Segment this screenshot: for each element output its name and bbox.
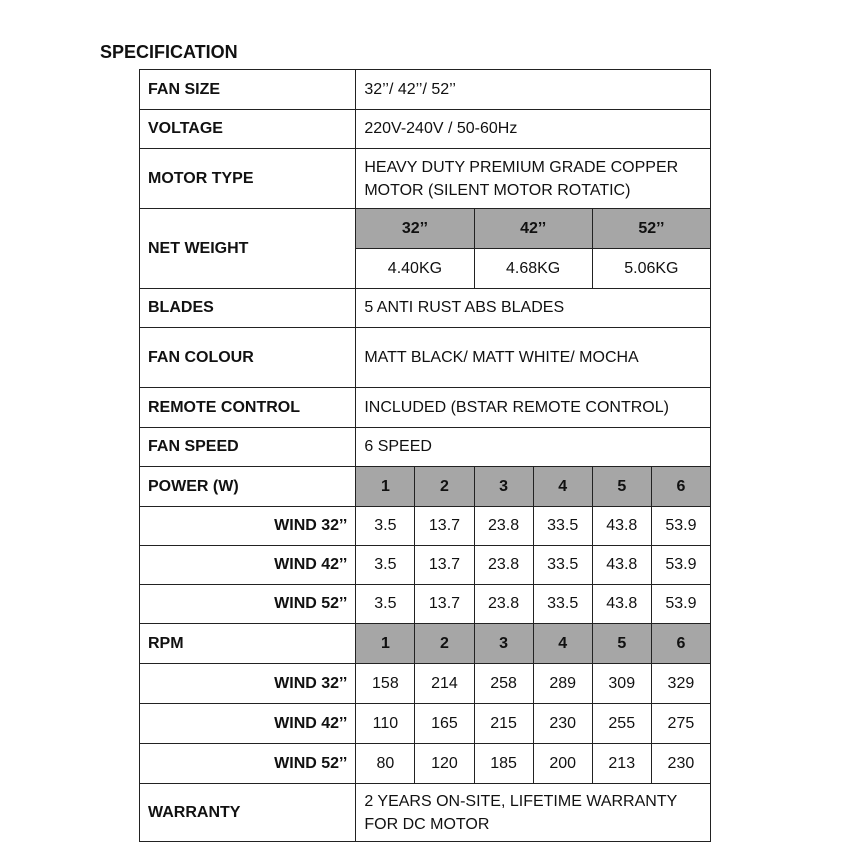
rpm-cell: 230 <box>533 704 592 744</box>
table-row <box>140 546 711 585</box>
rpm-cell: 165 <box>415 704 474 744</box>
blades-value: 5 ANTI RUST ABS BLADES <box>356 289 711 328</box>
warranty-value <box>356 784 711 842</box>
row-warranty <box>140 784 711 842</box>
table-row <box>140 664 711 704</box>
power-cell: 33.5 <box>533 546 592 585</box>
power-cell: 13.7 <box>415 546 474 585</box>
power-cell: 13.7 <box>415 507 474 546</box>
power-speed-header: 1 <box>356 467 415 507</box>
fan-speed-value: 6 SPEED <box>356 428 711 467</box>
power-speed-header: 2 <box>415 467 474 507</box>
net-weight-value: 4.40KG <box>356 249 474 289</box>
net-weight-size-header: 42’’ <box>474 209 592 249</box>
fan-colour-value: MATT BLACK/ MATT WHITE/ MOCHA <box>356 328 711 388</box>
rpm-cell: 275 <box>651 704 710 744</box>
row-fan-colour <box>140 328 711 388</box>
rpm-cell: 200 <box>533 744 592 784</box>
blades-label: BLADES <box>140 289 356 328</box>
power-cell: 33.5 <box>533 585 592 624</box>
motor-type-label: MOTOR TYPE <box>140 149 356 209</box>
power-wind-label: WIND 52’’ <box>140 585 356 624</box>
row-voltage <box>140 110 711 149</box>
table-row <box>140 507 711 546</box>
fan-speed-label: FAN SPEED <box>140 428 356 467</box>
power-cell: 13.7 <box>415 585 474 624</box>
rpm-speed-header: 4 <box>533 624 592 664</box>
power-cell: 43.8 <box>592 585 651 624</box>
rpm-cell: 110 <box>356 704 415 744</box>
power-cell: 53.9 <box>651 507 710 546</box>
power-cell: 53.9 <box>651 546 710 585</box>
page-title: SPECIFICATION <box>100 42 238 62</box>
net-weight-label: NET WEIGHT <box>140 209 356 289</box>
power-speed-header: 4 <box>533 467 592 507</box>
rpm-cell: 309 <box>592 664 651 704</box>
net-weight-value: 5.06KG <box>592 249 710 289</box>
rpm-cell: 120 <box>415 744 474 784</box>
rpm-cell: 230 <box>651 744 710 784</box>
motor-type-line-2: MOTOR (SILENT MOTOR ROTATIC) <box>364 181 631 199</box>
row-fan-size <box>140 70 711 110</box>
fan-colour-label: FAN COLOUR <box>140 328 356 388</box>
power-cell: 43.8 <box>592 507 651 546</box>
power-speed-header: 3 <box>474 467 533 507</box>
row-fan-speed <box>140 428 711 467</box>
rpm-speed-header: 6 <box>651 624 710 664</box>
net-weight-size-header: 32’’ <box>356 209 474 249</box>
row-net-weight-sizes <box>140 209 711 249</box>
power-cell: 23.8 <box>474 585 533 624</box>
row-rpm-header <box>140 624 711 664</box>
power-wind-label: WIND 32’’ <box>140 507 356 546</box>
table-row <box>140 704 711 744</box>
power-cell: 3.5 <box>356 585 415 624</box>
table-row <box>140 585 711 624</box>
rpm-cell: 80 <box>356 744 415 784</box>
net-weight-size-header: 52’’ <box>592 209 710 249</box>
rpm-wind-label: WIND 42’’ <box>140 704 356 744</box>
warranty-line-1: 2 YEARS ON-SITE, LIFETIME WARRANTY <box>364 792 678 810</box>
rpm-speed-header: 5 <box>592 624 651 664</box>
power-cell: 23.8 <box>474 546 533 585</box>
voltage-label: VOLTAGE <box>140 110 356 149</box>
rpm-label: RPM <box>140 624 356 664</box>
power-wind-label: WIND 42’’ <box>140 546 356 585</box>
motor-type-value <box>356 149 711 209</box>
motor-type-line-1: HEAVY DUTY PREMIUM GRADE COPPER <box>364 158 679 176</box>
power-cell: 33.5 <box>533 507 592 546</box>
rpm-speed-header: 1 <box>356 624 415 664</box>
rpm-speed-header: 3 <box>474 624 533 664</box>
power-speed-header: 5 <box>592 467 651 507</box>
row-blades <box>140 289 711 328</box>
row-power-header <box>140 467 711 507</box>
rpm-wind-label: WIND 52’’ <box>140 744 356 784</box>
warranty-line-2: FOR DC MOTOR <box>364 815 490 833</box>
rpm-cell: 289 <box>533 664 592 704</box>
rpm-cell: 213 <box>592 744 651 784</box>
power-cell: 3.5 <box>356 546 415 585</box>
specification-table <box>139 69 711 842</box>
rpm-cell: 158 <box>356 664 415 704</box>
power-label: POWER (W) <box>140 467 356 507</box>
rpm-cell: 215 <box>474 704 533 744</box>
fan-size-label: FAN SIZE <box>140 70 356 110</box>
remote-control-label: REMOTE CONTROL <box>140 388 356 428</box>
power-speed-header: 6 <box>651 467 710 507</box>
rpm-cell: 214 <box>415 664 474 704</box>
rpm-speed-header: 2 <box>415 624 474 664</box>
rpm-cell: 329 <box>651 664 710 704</box>
row-motor-type <box>140 149 711 209</box>
warranty-label: WARRANTY <box>140 784 356 842</box>
remote-control-value: INCLUDED (BSTAR REMOTE CONTROL) <box>356 388 711 428</box>
net-weight-value: 4.68KG <box>474 249 592 289</box>
rpm-wind-label: WIND 32’’ <box>140 664 356 704</box>
power-cell: 3.5 <box>356 507 415 546</box>
row-remote-control <box>140 388 711 428</box>
rpm-cell: 185 <box>474 744 533 784</box>
power-cell: 53.9 <box>651 585 710 624</box>
power-cell: 43.8 <box>592 546 651 585</box>
rpm-cell: 255 <box>592 704 651 744</box>
rpm-cell: 258 <box>474 664 533 704</box>
table-row <box>140 744 711 784</box>
power-cell: 23.8 <box>474 507 533 546</box>
fan-size-value: 32’’/ 42’’/ 52’’ <box>356 70 711 110</box>
voltage-value: 220V-240V / 50-60Hz <box>356 110 711 149</box>
